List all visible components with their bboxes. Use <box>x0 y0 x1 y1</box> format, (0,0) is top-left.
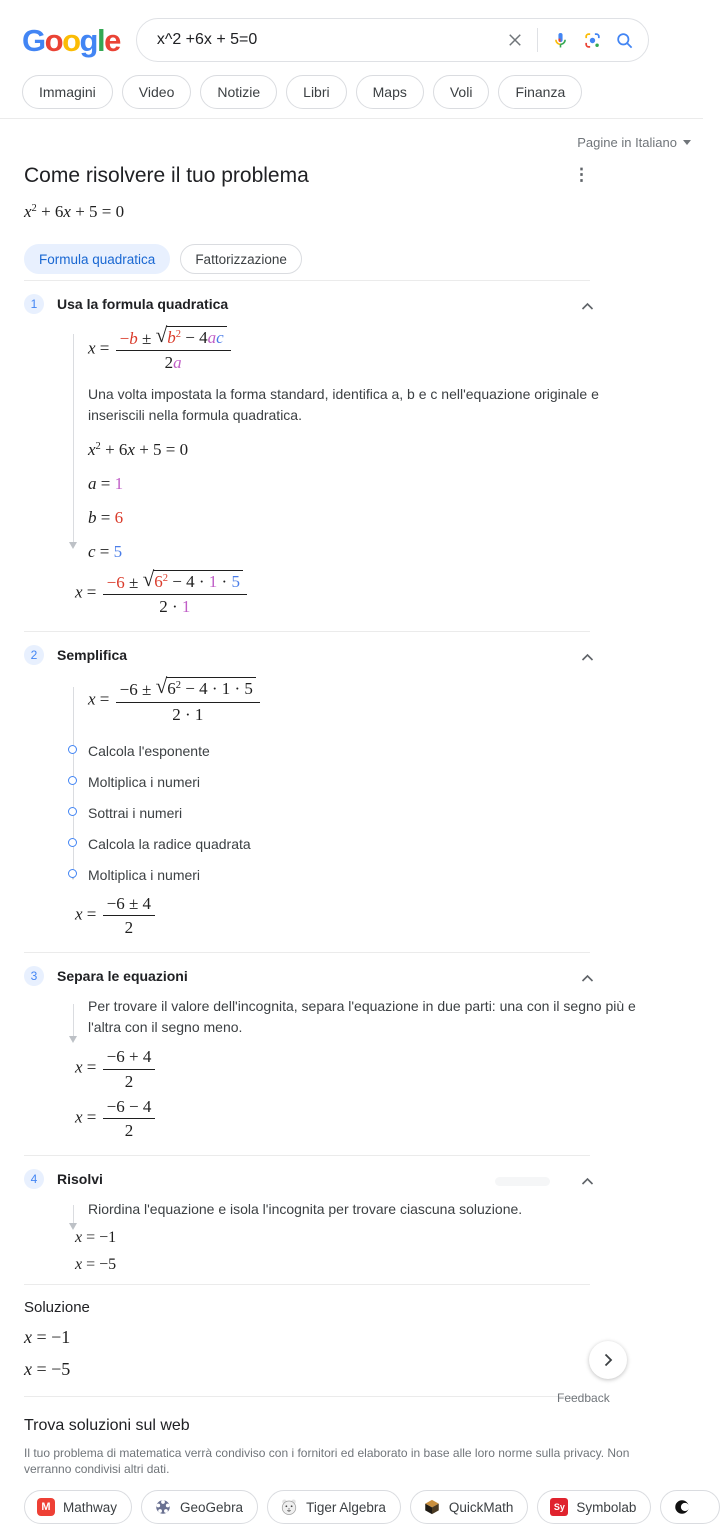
step-description: Per trovare il valore dell'incognita, separa l'equazione in due parti: una con il segno più e l'altra con il segno meno. <box>88 998 636 1036</box>
collapse-step-icon[interactable] <box>577 294 598 320</box>
provider-label: QuickMath <box>448 1499 514 1515</box>
provider-partial[interactable] <box>660 1490 720 1524</box>
section-divider <box>24 631 590 632</box>
solution-section <box>24 1299 590 1397</box>
provider-mathway[interactable] <box>24 1490 132 1524</box>
panel-title-row <box>24 164 590 188</box>
final-solution-2: x = −5 <box>24 1359 71 1380</box>
search-bar[interactable] <box>136 18 649 62</box>
section-divider <box>24 1396 590 1397</box>
sub-step-label: Moltiplica i numeri <box>88 866 201 883</box>
section-divider <box>24 952 590 953</box>
language-filter-label: Pagine in Italiano <box>577 135 677 150</box>
b-definition: b = 6 <box>88 507 124 527</box>
sub-step <box>88 836 590 852</box>
provider-label: GeoGebra <box>180 1499 244 1515</box>
step-4 <box>24 1169 590 1285</box>
step-title: Risolvi <box>57 1171 103 1188</box>
mathway-icon: M <box>37 1498 55 1516</box>
tab-voli[interactable]: Voli <box>433 75 490 109</box>
step-number-badge: 4 <box>24 1169 44 1189</box>
solution-1: x = −1 <box>75 1229 117 1247</box>
sub-step-label: Calcola l'esponente <box>88 742 210 759</box>
solver-panel <box>0 164 703 1524</box>
tab-maps[interactable]: Maps <box>356 75 424 109</box>
google-logo[interactable] <box>22 22 120 58</box>
substep-circle-icon <box>68 776 77 785</box>
step-4-header <box>24 1169 590 1189</box>
substep-circle-icon <box>68 807 77 816</box>
logo-letter: o <box>44 22 63 58</box>
substituted-formula-plain: x = −6 ± √ $6^2 - 4 \cdot 1 \cdot 5$ 2 · 1 <box>88 677 590 725</box>
section-divider <box>24 1284 590 1285</box>
collapse-step-icon[interactable] <box>577 645 598 671</box>
logo-letter: l <box>96 22 105 58</box>
logo-letter: o <box>62 22 80 58</box>
timeline-arrow <box>73 1205 74 1223</box>
partial-provider-icon <box>673 1498 691 1516</box>
step-2 <box>24 645 590 953</box>
web-solutions-section <box>24 1417 637 1524</box>
step-title: Semplifica <box>57 647 128 664</box>
step-description: Riordina l'equazione e isola l'incognita per trovare ciascuna soluzione. <box>88 1201 523 1218</box>
sub-step <box>88 805 590 821</box>
search-bar-icons <box>506 28 634 52</box>
tab-libri[interactable]: Libri <box>286 75 346 109</box>
chip-fattorizzazione[interactable]: Fattorizzazione <box>180 244 302 274</box>
sub-step <box>88 774 590 790</box>
standard-equation: $x^2 + 6x + 5 = 0$ <box>88 439 189 459</box>
search-input[interactable]: x^2 +6x + 5=0 <box>156 31 258 48</box>
step-description: Una volta impostata la forma standard, identifica a, b e c nell'equazione originale e inseriscili nella formula quadratica. <box>88 385 599 423</box>
geogebra-icon <box>154 1498 172 1516</box>
step-3-body <box>24 996 636 1155</box>
simplified-formula: x = $\frac{-6 \pm 4}{2}$ <box>75 893 590 939</box>
symbolab-icon: Sy <box>550 1498 568 1516</box>
provider-quickmath[interactable] <box>410 1490 529 1524</box>
provider-label: Tiger Algebra <box>306 1499 386 1515</box>
provider-label: Mathway <box>63 1499 118 1515</box>
top-bar <box>0 0 703 62</box>
c-definition: c = 5 <box>88 541 123 561</box>
search-category-tabs <box>0 62 703 109</box>
chevron-down-icon <box>683 140 691 145</box>
provider-geogebra[interactable] <box>141 1490 258 1524</box>
plus-branch-formula: x = $\frac{-6 + 4}{2}$ <box>75 1046 590 1092</box>
section-divider <box>24 1155 590 1156</box>
solution-2: x = −5 <box>75 1256 117 1274</box>
section-divider <box>24 280 590 281</box>
clear-search-icon[interactable] <box>506 31 524 49</box>
more-options-icon[interactable]: ⋮ <box>573 165 590 184</box>
collapse-step-icon[interactable] <box>577 966 598 992</box>
step-3-header <box>24 966 590 986</box>
collapse-step-icon[interactable] <box>577 1169 598 1195</box>
final-solution-1: x = −1 <box>24 1327 71 1348</box>
tab-finanza[interactable]: Finanza <box>498 75 582 109</box>
step-4-body <box>24 1199 590 1284</box>
quadratic-formula: x = −b ± √ $b^2 - 4ac$ 2a <box>88 326 590 374</box>
logo-letter: e <box>104 22 120 58</box>
step-2-header <box>24 645 590 665</box>
carousel-next-button[interactable] <box>589 1341 627 1379</box>
logo-letter: g <box>79 22 97 58</box>
sub-step-label: Moltiplica i numeri <box>88 773 201 790</box>
chip-formula-quadratica[interactable]: Formula quadratica <box>24 244 170 274</box>
step-number-badge: 2 <box>24 645 44 665</box>
solution-label: Soluzione <box>24 1299 90 1317</box>
tiger-algebra-icon <box>280 1498 298 1516</box>
step-title: Usa la formula quadratica <box>57 296 229 312</box>
step-1 <box>24 294 599 632</box>
provider-symbolab[interactable] <box>537 1490 651 1524</box>
language-filter[interactable] <box>0 119 703 150</box>
logo-letter: G <box>22 22 45 58</box>
substep-circle-icon <box>68 745 77 754</box>
sub-step-label: Calcola la radice quadrata <box>88 835 251 852</box>
web-solutions-title: Trova soluzioni sul web <box>24 1417 190 1435</box>
provider-label: Symbolab <box>576 1499 637 1515</box>
step-3 <box>24 966 636 1156</box>
substep-circle-icon <box>68 869 77 878</box>
step-2-body <box>24 674 590 952</box>
step-1-header <box>24 294 590 314</box>
sub-step-label: Sottrai i numeri <box>88 804 183 821</box>
tab-notizie[interactable]: Notizie <box>200 75 277 109</box>
feedback-link[interactable]: Feedback <box>557 1391 610 1405</box>
google-lens-icon[interactable] <box>583 31 602 50</box>
provider-tiger-algebra[interactable] <box>267 1490 401 1524</box>
loading-placeholder <box>495 1177 550 1186</box>
step-1-body <box>24 323 599 631</box>
quickmath-icon <box>423 1498 441 1516</box>
sub-step <box>88 743 590 759</box>
voice-search-icon[interactable] <box>551 31 570 50</box>
search-divider <box>537 28 538 52</box>
step-number-badge: 3 <box>24 966 44 986</box>
a-definition: a = 1 <box>88 473 124 493</box>
timeline-arrow <box>73 1004 74 1036</box>
page-title: Come risolvere il tuo problema <box>24 164 309 187</box>
tab-immagini[interactable]: Immagini <box>22 75 113 109</box>
minus-branch-formula: x = $\frac{-6 - 4}{2}$ <box>75 1096 590 1142</box>
substituted-formula: x = −6 ± √ $6^2 - 4 \cdot 1 \cdot 5$ 2 · 1 <box>75 570 590 618</box>
substep-circle-icon <box>68 838 77 847</box>
search-submit-icon[interactable] <box>615 31 634 50</box>
problem-equation: $x^2 + 6x + 5 = 0$ <box>24 202 125 221</box>
sub-step <box>88 867 590 883</box>
method-chips <box>24 244 590 274</box>
provider-chips <box>24 1490 684 1524</box>
privacy-notice: Il tuo problema di matematica verrà condiviso con i fornitori ed elaborato in base alle loro norme sulla privacy. Non verranno condivisi altri dati. <box>24 1446 630 1477</box>
step-number-badge: 1 <box>24 294 44 314</box>
tab-video[interactable]: Video <box>122 75 192 109</box>
timeline-arrow <box>73 334 74 542</box>
step-title: Separa le equazioni <box>57 968 188 985</box>
